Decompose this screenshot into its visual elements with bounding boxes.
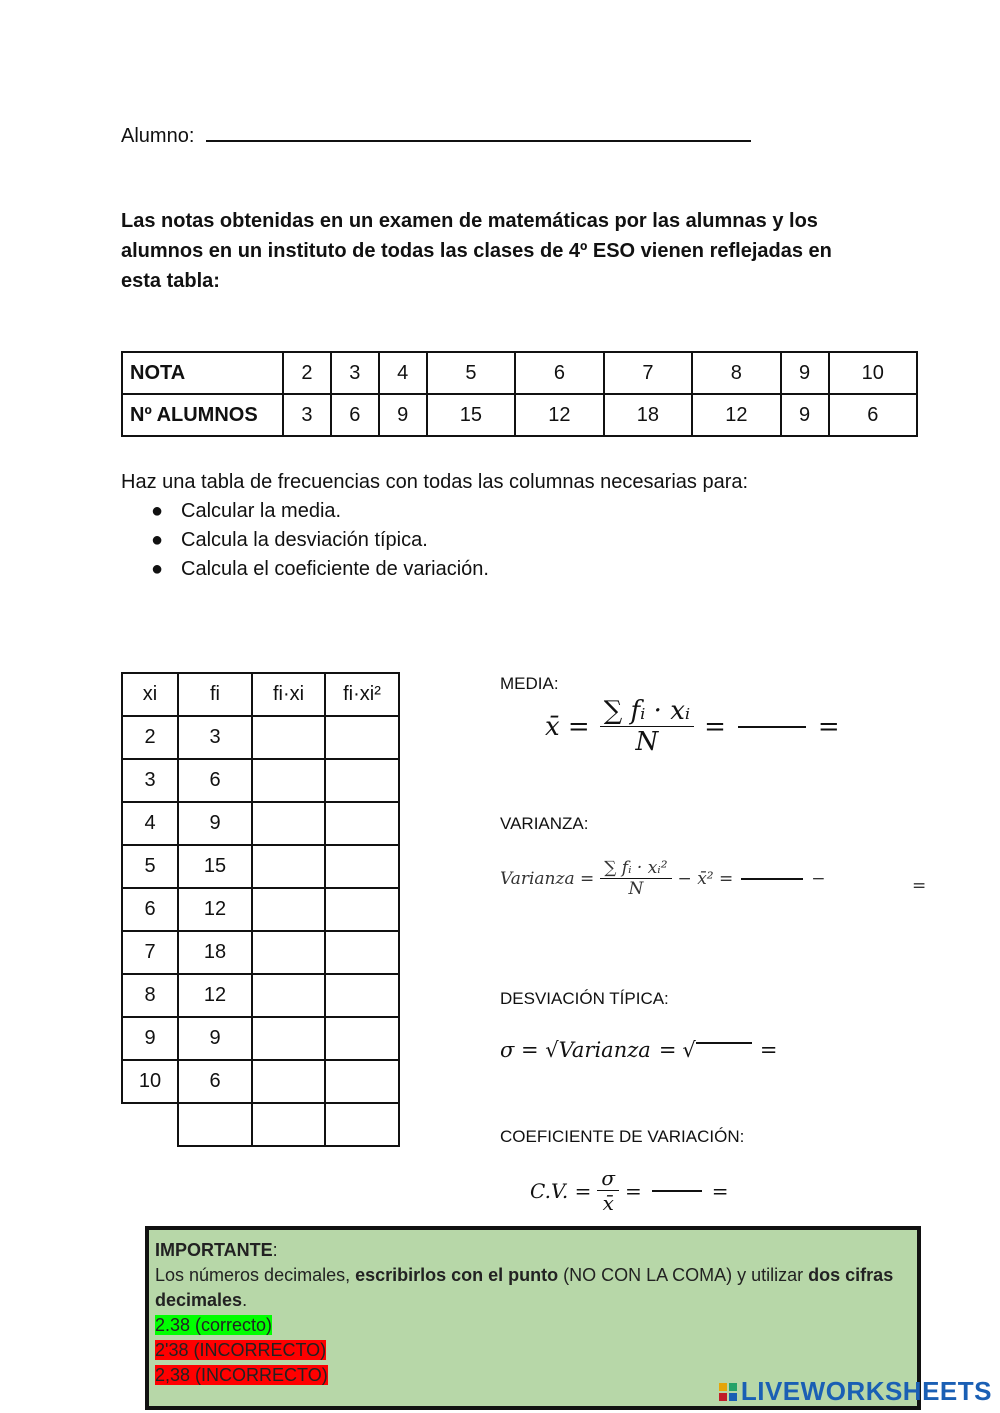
- nota-cell: 4: [379, 352, 427, 394]
- nota-cell: 10: [829, 352, 918, 394]
- nota-cell: 9: [781, 352, 829, 394]
- cv-numerator: σ: [597, 1166, 619, 1191]
- list-item-text: Calcular la media.: [181, 500, 342, 522]
- fi-cell: 9: [178, 802, 252, 845]
- varianza-final-eq: =: [912, 876, 927, 896]
- important-text-b: escribirlos con el punto: [355, 1265, 559, 1285]
- nota-cell: 6: [515, 352, 603, 394]
- nota-cell: 8: [692, 352, 780, 394]
- example-correct-line: [155, 1313, 911, 1338]
- fixi2-input-cell[interactable]: [325, 716, 399, 759]
- grades-row-nota: [122, 352, 917, 394]
- example-incorrect-line-1: [155, 1338, 911, 1363]
- fi-cell: 3: [178, 716, 252, 759]
- varianza-formula: [500, 858, 826, 899]
- xi-cell: 9: [122, 1017, 178, 1060]
- table-row: [122, 1060, 399, 1103]
- varianza-minus: −: [811, 868, 826, 889]
- fi-cell: 6: [178, 1060, 252, 1103]
- varianza-rest: − x̄² =: [677, 868, 734, 889]
- fixi-input-cell[interactable]: [252, 974, 325, 1017]
- frequency-table: [121, 672, 400, 1147]
- fixi-input-cell[interactable]: [252, 802, 325, 845]
- fixi-input-cell[interactable]: [252, 759, 325, 802]
- varianza-numerator: ∑ fᵢ · xᵢ²: [600, 858, 671, 879]
- list-item: [151, 526, 748, 555]
- table-row: [122, 974, 399, 1017]
- sigma-lhs: σ = √Varianza: [500, 1038, 651, 1062]
- bullet-icon: ●: [151, 500, 164, 522]
- xi-cell: 3: [122, 759, 178, 802]
- list-item-text: Calcula el coeficiente de variación.: [181, 558, 489, 580]
- sigma-formula: [500, 1038, 777, 1062]
- media-lhs: x̄ =: [545, 711, 590, 742]
- varianza-denominator: N: [628, 879, 644, 899]
- alumnos-cell: 12: [692, 394, 780, 436]
- fi-cell: 15: [178, 845, 252, 888]
- instructions: [121, 468, 748, 584]
- sqrt-icon: √: [682, 1038, 696, 1062]
- table-row: [122, 802, 399, 845]
- fixi2-input-cell[interactable]: [325, 931, 399, 974]
- cv-lhs: C.V. =: [530, 1178, 592, 1203]
- example-correct: 2.38 (correcto): [155, 1315, 273, 1335]
- alumnos-cell: 15: [427, 394, 515, 436]
- alumnos-cell: 12: [515, 394, 603, 436]
- alumnos-cell: 9: [379, 394, 427, 436]
- desviacion-label: DESVIACIÓN TÍPICA:: [500, 989, 669, 1008]
- media-formula: [545, 696, 840, 757]
- fixi2-input-cell[interactable]: [325, 1060, 399, 1103]
- media-eq1: =: [704, 711, 726, 742]
- example-incorrect-2: 2,38 (INCORRECTO): [155, 1365, 328, 1385]
- fi-cell: 18: [178, 931, 252, 974]
- important-colon: :: [272, 1240, 278, 1260]
- alumnos-cell: 6: [331, 394, 379, 436]
- liveworksheets-logo: [719, 1376, 992, 1407]
- varianza-fraction: [600, 858, 671, 899]
- xi-cell: 2: [122, 716, 178, 759]
- list-item-text: Calcula la desviación típica.: [181, 529, 428, 551]
- cv-denominator: x̄: [602, 1191, 614, 1215]
- header-xi: xi: [122, 673, 178, 716]
- instructions-list: [121, 497, 748, 584]
- fixi-input-cell[interactable]: [252, 931, 325, 974]
- table-row: [122, 845, 399, 888]
- header-fixi: fi·xi: [252, 673, 325, 716]
- nota-cell: 7: [604, 352, 692, 394]
- table-row: [122, 931, 399, 974]
- important-text-a: Los números decimales,: [155, 1265, 356, 1285]
- media-denominator: N: [635, 727, 659, 757]
- student-name-line: [206, 120, 751, 142]
- fixi2-input-cell[interactable]: [325, 888, 399, 931]
- logo-text: LIVEWORKSHEETS: [740, 1376, 992, 1406]
- student-field: [121, 120, 751, 148]
- student-label: Alumno:: [121, 125, 195, 147]
- grades-table: [121, 351, 918, 437]
- totals-blank: [122, 1103, 178, 1146]
- cv-formula: [530, 1166, 729, 1215]
- media-label: MEDIA:: [500, 674, 559, 693]
- instructions-intro: Haz una tabla de frecuencias con todas las columnas necesarias para:: [121, 471, 749, 493]
- row-label-alumnos: Nº ALUMNOS: [122, 394, 283, 436]
- fixi2-input-cell[interactable]: [325, 759, 399, 802]
- fixi-input-cell[interactable]: [252, 1060, 325, 1103]
- xi-cell: 6: [122, 888, 178, 931]
- important-text-c: (NO CON LA COMA) y utilizar: [558, 1265, 809, 1285]
- fi-total-input-cell[interactable]: [178, 1103, 252, 1146]
- list-item: [151, 555, 748, 584]
- bullet-icon: ●: [151, 558, 164, 580]
- bullet-icon: ●: [151, 529, 164, 551]
- media-fraction: [600, 696, 694, 757]
- cv-eq2: =: [711, 1178, 729, 1203]
- example-incorrect-1: 2'38 (INCORRECTO): [155, 1340, 327, 1360]
- sigma-eq1: =: [658, 1038, 677, 1062]
- fi-cell: 6: [178, 759, 252, 802]
- fixi-input-cell[interactable]: [252, 888, 325, 931]
- fi-cell: 12: [178, 974, 252, 1017]
- fixi2-input-cell[interactable]: [325, 1017, 399, 1060]
- sigma-answer-blank[interactable]: [696, 1042, 752, 1044]
- nota-cell: 2: [283, 352, 331, 394]
- important-title: IMPORTANTE: [155, 1240, 273, 1260]
- fixi2-input-cell[interactable]: [325, 845, 399, 888]
- row-label-nota: NOTA: [122, 352, 283, 394]
- xi-cell: 7: [122, 931, 178, 974]
- fi-cell: 9: [178, 1017, 252, 1060]
- fixi2-total-input-cell[interactable]: [325, 1103, 399, 1146]
- varianza-label: VARIANZA:: [500, 814, 589, 833]
- important-text-d: dos cifras decimales: [155, 1265, 894, 1310]
- cv-answer-blank[interactable]: [652, 1190, 702, 1192]
- fixi2-input-cell[interactable]: [325, 802, 399, 845]
- freq-header-row: [122, 673, 399, 716]
- table-row: [122, 888, 399, 931]
- table-row: [122, 759, 399, 802]
- media-answer-blank[interactable]: [738, 726, 806, 728]
- nota-cell: 3: [331, 352, 379, 394]
- alumnos-cell: 3: [283, 394, 331, 436]
- fi-cell: 12: [178, 888, 252, 931]
- xi-cell: 8: [122, 974, 178, 1017]
- cv-eq1: =: [625, 1178, 642, 1203]
- list-item: [151, 497, 748, 526]
- nota-cell: 5: [427, 352, 515, 394]
- important-period: .: [242, 1290, 248, 1310]
- xi-cell: 10: [122, 1060, 178, 1103]
- grades-row-alumnos: [122, 394, 917, 436]
- fixi-input-cell[interactable]: [252, 716, 325, 759]
- fixi2-input-cell[interactable]: [325, 974, 399, 1017]
- alumnos-cell: 6: [829, 394, 918, 436]
- cv-fraction: [597, 1166, 619, 1215]
- totals-row: [122, 1103, 399, 1146]
- header-fi: fi: [178, 673, 252, 716]
- varianza-answer-blank1[interactable]: [741, 878, 803, 880]
- logo-mark-icon: [719, 1383, 737, 1401]
- fixi-total-input-cell[interactable]: [252, 1103, 325, 1146]
- alumnos-cell: 18: [604, 394, 692, 436]
- header-fixi2: fi·xi²: [325, 673, 399, 716]
- important-body: [155, 1263, 911, 1313]
- table-row: [122, 716, 399, 759]
- problem-statement: Las notas obtenidas en un examen de matemáticas por las alumnas y los alumnos en un instituto de todas las clases de 4º ESO vienen reflejadas en esta tabla:: [121, 210, 832, 292]
- media-numerator: ∑ fᵢ · xᵢ: [600, 696, 694, 727]
- alumnos-cell: 9: [781, 394, 829, 436]
- table-row: [122, 1017, 399, 1060]
- fixi-input-cell[interactable]: [252, 1017, 325, 1060]
- important-title-line: [155, 1238, 911, 1263]
- fixi-input-cell[interactable]: [252, 845, 325, 888]
- xi-cell: 4: [122, 802, 178, 845]
- media-eq2: =: [817, 711, 840, 742]
- varianza-lhs: Varianza =: [500, 868, 595, 889]
- xi-cell: 5: [122, 845, 178, 888]
- cv-label: COEFICIENTE DE VARIACIÓN:: [500, 1127, 745, 1146]
- sigma-eq2: =: [759, 1038, 778, 1062]
